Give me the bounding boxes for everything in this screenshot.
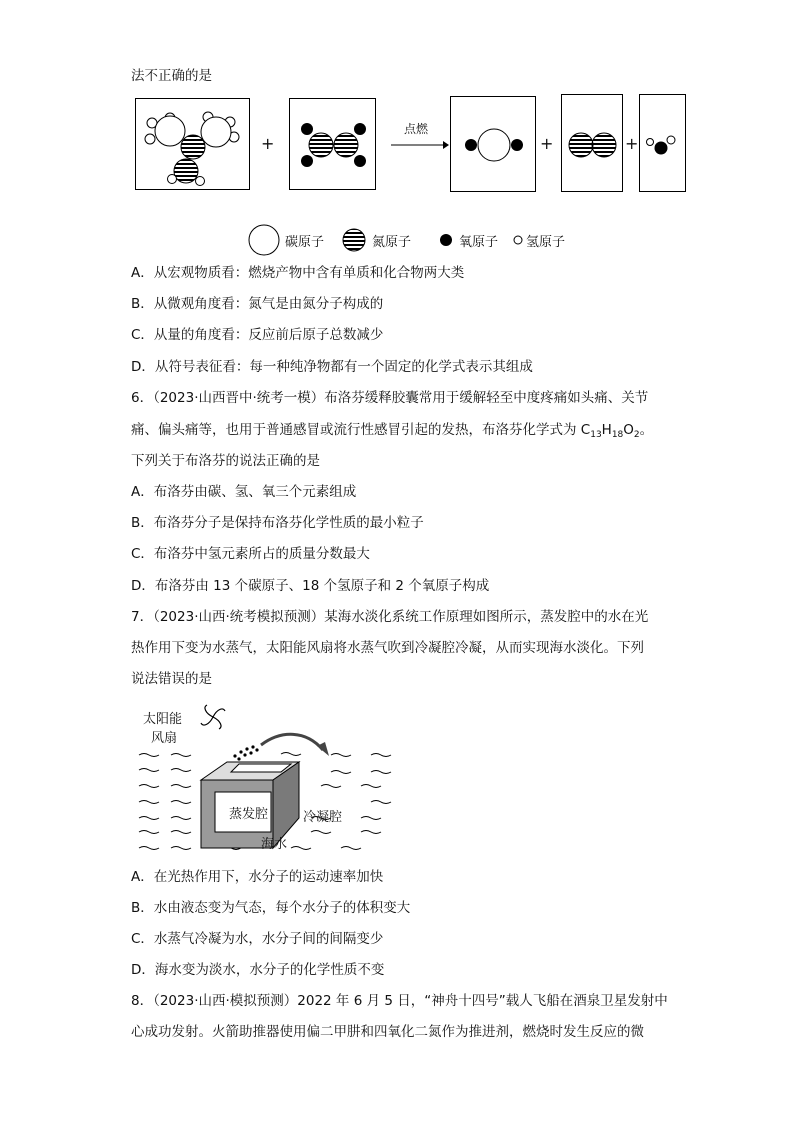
plus-sign: + bbox=[540, 134, 554, 153]
product-box-1 bbox=[450, 96, 536, 192]
legend-nitrogen-label: 氮原子 bbox=[372, 235, 412, 250]
q7-option-c: C．水蒸气冷凝为水，水分子间的间隔变少 bbox=[131, 931, 384, 947]
reaction-arrow bbox=[391, 140, 449, 150]
product-box-2 bbox=[561, 94, 623, 192]
seawater-label: 海水 bbox=[261, 837, 288, 852]
nitrogen-molecule bbox=[562, 95, 624, 193]
q6-option-a: A．布洛芬由碳、氢、氧三个元素组成 bbox=[131, 484, 357, 500]
plus-sign: + bbox=[261, 134, 275, 153]
q5-option-a: A．从宏观物质看：燃烧产物中含有单质和化合物两大类 bbox=[131, 265, 465, 281]
q5-option-b: B．从微观角度看：氮气是由氮分子构成的 bbox=[131, 296, 384, 312]
fan-label-line-1: 太阳能 bbox=[143, 712, 183, 727]
atom-legend bbox=[247, 224, 587, 256]
q7-option-b: B．水由液态变为气态，每个水分子的体积变大 bbox=[131, 900, 411, 916]
reactant-box-1 bbox=[135, 98, 250, 190]
q6-stem-line-2: 痛、偏头痛等，也用于普通感冒或流行性感冒引起的发热，布洛芬化学式为 $C_{13}H_{18}O_2$。 bbox=[131, 422, 654, 440]
evaporator-label: 蒸发腔 bbox=[229, 807, 269, 822]
product-box-3 bbox=[639, 94, 686, 192]
fan-icon bbox=[201, 705, 225, 729]
intro-text: 法不正确的是 bbox=[131, 68, 212, 84]
legend-carbon-label: 碳原子 bbox=[285, 235, 325, 250]
q7-option-d: D．海水变为淡水，水分子的化学性质不变 bbox=[131, 962, 385, 978]
q7-stem-line-1: 7．（2023·山西·统考模拟预测）某海水淡化系统工作原理如图所示，蒸发腔中的水在光 bbox=[131, 609, 649, 625]
q6-option-d: D．布洛芬由 13 个碳原子、18 个氢原子和 2 个氧原子构成 bbox=[131, 578, 490, 594]
steam-dots bbox=[233, 745, 258, 760]
q5-option-d: D．从符号表征看：每一种纯净物都有一个固定的化学式表示其组成 bbox=[131, 359, 533, 375]
condenser-label: 冷凝腔 bbox=[303, 810, 343, 825]
reactant-box-2 bbox=[289, 98, 376, 190]
q7-stem-line-3: 说法错误的是 bbox=[131, 671, 212, 687]
q6-option-c: C．布洛芬中氢元素所占的质量分数最大 bbox=[131, 546, 370, 562]
q6-stem-line-1: 6．（2023·山西晋中·统考一模）布洛芬缓释胶囊常用于缓解轻至中度疼痛如头痛、关节 bbox=[131, 390, 649, 406]
water-molecule bbox=[640, 95, 687, 193]
carbon-dioxide-molecule bbox=[451, 97, 537, 193]
plus-sign: + bbox=[625, 134, 639, 153]
q8-stem-line-2: 心成功发射。火箭助推器使用偏二甲肼和四氧化二氮作为推进剂，燃烧时发生反应的微 bbox=[131, 1024, 644, 1040]
q7-stem-line-2: 热作用下变为水蒸气，太阳能风扇将水蒸气吹到冷凝腔冷凝，从而实现海水淡化。下列 bbox=[131, 640, 644, 656]
reaction-condition: 点燃 bbox=[404, 122, 429, 136]
q5-option-c: C．从量的角度看：反应前后原子总数减少 bbox=[131, 327, 384, 343]
q6-stem-line-3: 下列关于布洛芬的说法正确的是 bbox=[131, 453, 320, 469]
desalination-figure bbox=[131, 700, 411, 860]
fan-label-line-2: 风扇 bbox=[151, 731, 178, 746]
q7-option-a: A．在光热作用下，水分子的运动速率加快 bbox=[131, 869, 384, 885]
legend-oxygen-label: 氧原子 bbox=[459, 235, 499, 250]
q8-stem-line-1: 8．（2023·山西·模拟预测）2022 年 6 月 5 日，“神舟十四号”载人飞船在酒泉卫星发射中 bbox=[131, 993, 668, 1009]
dimethylhydrazine-molecule bbox=[136, 99, 251, 191]
legend-hydrogen-label: 氢原子 bbox=[526, 235, 566, 250]
q6-option-b: B．布洛芬分子是保持布洛芬化学性质的最小粒子 bbox=[131, 515, 424, 531]
dinitrogen-tetroxide-molecule bbox=[290, 99, 377, 191]
